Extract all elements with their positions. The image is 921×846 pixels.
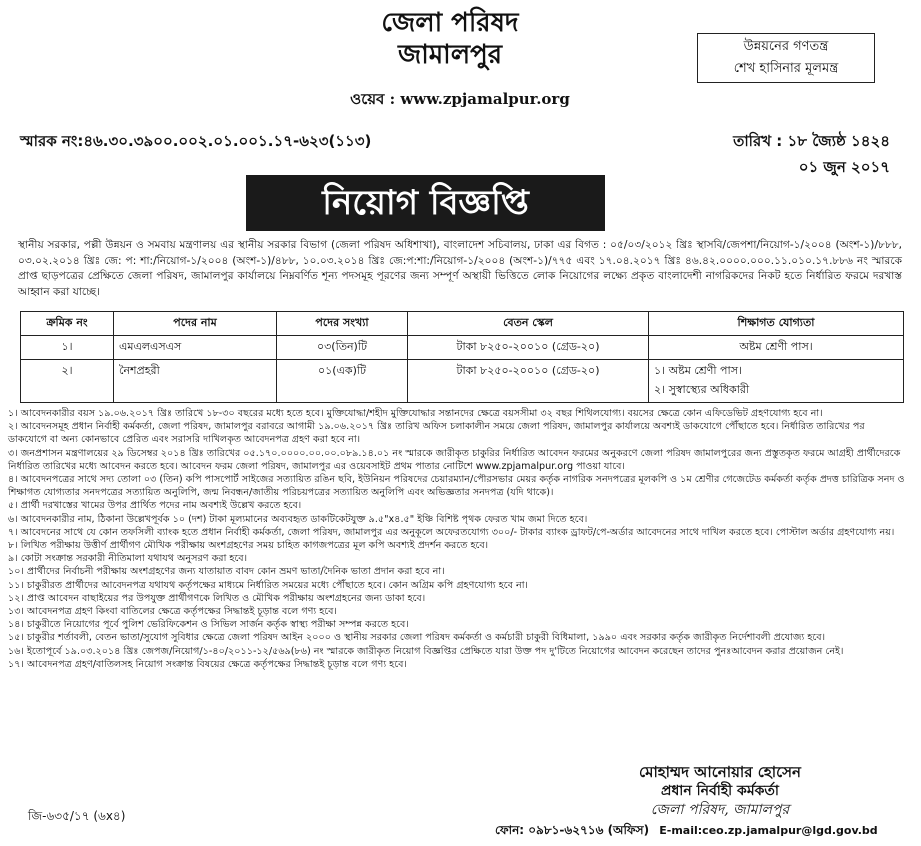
term-item: ৩। জনপ্রশাসন মন্ত্রণালয়ের ২৯ ডিসেম্বর ২০১৪ খ্রিঃ তারিখের ০৫.১৭০.০০০০.০০.০০.০৮৯.১৪.০১ নং স্মারকে জারীকৃত চাকুরির নির্ধারিত আবেদন ফরমের অনুকরণে জেলা পরিষদ জামালপুরের জন্য প্রস্তুতকৃত ফরমে আগ্রহী প্রার্থীদেরকে নির্ধারিত তারিখের মধ্যে আবেদন করতে হবে। আবেদন ফরম জেলা পরিষদ, জামালপুর এর ওয়েবসাইট প্রথম পাতার নোটিশে www.zpjamalpur.org পাওয়া যাবে। (8, 447, 901, 472)
term-item: ১২। প্রাপ্ত আবেদন বাছাইয়ের পর উপযুক্ত প্রার্থীগণকে লিখিত ও মৌখিক পরীক্ষায় অংশগ্রহনের জন্য ডাকা হবে। (8, 592, 426, 604)
slogan-box (697, 33, 875, 83)
term-item: ১। আবেদনকারীর বয়স ১৯.০৬.২০১৭ খ্রিঃ তারিখে ১৮-৩০ বছরের মধ্যে হতে হবে। মুক্তিযোদ্ধা/শহীদ মুক্তিযোদ্ধার সন্তানদের ক্ষেত্রে বয়সসীমা ৩২ বছর শিথিলযোগ্য। বয়সের ক্ষেত্রে কোন এফিডেভিট গ্রহণযোগ্য হবে না। (8, 408, 823, 419)
memo-number: স্মারক নং:৪৬.৩০.৩৯০০.০০২.০১.০০১.১৭-৬২৩(১১৩) (20, 132, 372, 150)
table-row (21, 336, 904, 360)
terms-list (8, 407, 906, 671)
org-name-line1: জেলা পরিষদ (381, 8, 519, 38)
term-item: ১৭। আবেদনপত্র গ্রহণ/বাতিলসহ নিয়োগ সংক্রান্ত বিষয়ের ক্ষেত্রে কর্তৃপক্ষের সিদ্ধান্তই চূড়ান্ত বলে গণ্য হবে। (8, 658, 407, 670)
press-reference: জি-৬৩৫/১৭ (৬x৪) (28, 809, 126, 823)
term-item: ১০। প্রার্থীদের নির্বাচনী পরীক্ষায় অংশগ্রহণের জন্য যাতায়াত বাবদ কোন ভ্রমণ ভাতা/দৈনিক ভাতা প্রদান করা হবে না। (8, 566, 445, 578)
header-pay: বেতন স্কেল (408, 312, 649, 336)
qualification-line: ২। সুস্বাস্থ্যের অধিকারী (654, 383, 750, 396)
row-qualification: অষ্টম শ্রেণী পাস। (649, 336, 904, 360)
row-count: ০৩(তিন)টি (277, 336, 408, 360)
memo-date-bangla: তারিখ : ১৮ জ্যৈষ্ঠ ১৪২৪ (733, 132, 890, 150)
vacancy-table (20, 311, 904, 403)
term-item: ৫। প্রার্থী দরখাস্তের খামের উপর প্রার্থিত পদের নাম অবশ্যই উল্লেখ করতে হবে। (8, 500, 302, 512)
term-item: ১৬। ইতোপূর্বে ১৯.০৩.২০১৪ খ্রিঃ জেপজ/নিয়োগ/১-৪০/২০১১-১২/৫৬৯(৮৬) নং স্মারকে জারীকৃত নিয়োগ বিজ্ঞপ্তির প্রেক্ষিতে যারা উক্ত পদ দু'টিতে নিয়োগের আবেদন করেছেন তাদের পুনঃআবেদন করার প্রয়োজন নেই। (8, 645, 844, 657)
row-pay: টাকা ৮২৫০-২০০১০ (গ্রেড-২০) (408, 360, 649, 403)
term-item: ৪। আবেদনপত্রের সাথে সদ্য তোলা ০৩ (তিন) কপি পাসপোর্ট সাইজের সত্যায়িত রঙিন ছবি, ইউনিয়ন পরিষদের চেয়ারম্যান/পৌরসভার মেয়র কর্তৃক নাগরিক সনদপত্রের মূলকপি ও ১ম শ্রেণীর গেজেটেড কর্মকর্তা কর্তৃক প্রদত্ত চারিত্রিক সনদ ও শিক্ষাগত যোগ্যতার সনদপত্রের সত্যায়িত অনুলিপি, জন্ম নিবন্ধন/জাতীয় পরিচয়পত্রের সত্যায়িত অনুলিপি এবং অভিজ্ঞতার সনদপত্র (যদি থাকে)। (8, 474, 905, 499)
row-qualification (649, 360, 904, 403)
slogan-line1: উন্নয়নের গণতন্ত্র (743, 39, 829, 54)
table-header-row (21, 312, 904, 336)
header-qualification: শিক্ষাগত যোগ্যতা (649, 312, 904, 336)
notice-banner: নিয়োগ বিজ্ঞপ্তি (246, 175, 605, 231)
term-item: ৬। আবেদনকারীর নাম, ঠিকানা উল্লেখপূর্বক ১০ (দশ) টাকা মূল্যমানের অব্যবহৃত ডাকটিকেটযুক্ত ৯.৫"x৪.৫" ইঞ্চি বিশিষ্ট পৃথক ফেরত খাম জমা দিতে হবে। (8, 513, 588, 525)
term-item: ১৫। চাকুরীর শর্তাবলী, বেতন ভাতা/সুযোগ সুবিধার ক্ষেত্রে জেলা পরিষদ আইন ২০০০ ও স্থানীয় সরকার জেলা পরিষদ কর্মকর্তা ও কর্মচারী চাকুরী বিধিমালা, ১৯৯০ এবং সরকার কর্তৃক জারীকৃত নির্দেশাবলী প্রযোজ্য হবে। (8, 632, 826, 644)
email-address: E-mail:ceo.zp.jamalpur@lgd.gov.bd (659, 824, 878, 837)
slogan-line2: শেখ হাসিনার মূলমন্ত্র (733, 61, 839, 76)
contact-line (495, 822, 878, 842)
intro-paragraph: স্থানীয় সরকার, পল্লী উন্নয়ন ও সমবায় মন্ত্রণালয় এর স্থানীয় সরকার বিভাগ (জেলা পরিষদ অধিশাখা), বাংলাদেশ সচিবালয়, ঢাকা এর বিগত : ০৫/০৩/২০১২ খ্রিঃ স্থাসবি/জেপশা/নিয়োগ-১/২০০৪ (অংশ-১)/৮৮৮, ০৩.০২.২০১৪ খ্রিঃ জে: প: শা:/নিয়োগ-১/২০০৪ (অংশ-১)/৪৮৮, ১০.০৩.২০১৪ খ্রিঃ জে:প:শা:/নিয়োগ-১/২০০৪ (অংশ-১)/৭৭৫ এবং ১৭.০৪.২০১৭ খ্রিঃ ৪৬.৪২.০০০০.০০০.১১.০১০.১৭.৮৮৬ নং স্মারকে প্রাপ্ত ছাড়পত্রের প্রেক্ষিতে জেলা পরিষদ, জামালপুর কার্যালয়ে নিম্নবর্ণিত শূন্য পদসমূহ পূরণের জন্য সম্পূর্ণ অস্থায়ী ভিত্তিতে লোক নিয়োগের লক্ষ্যে প্রকৃত বাংলাদেশী নাগরিকদের নিকট হতে নির্ধারিত ফরমে দরখাস্ত আহ্বান করা যাচ্ছে। (18, 239, 902, 298)
term-item: ১৪। চাকুরীতে নিয়োগের পূর্বে পুলিশ ভেরিফিকেশন ও সিভিল সার্জন কর্তৃক স্বাস্থ্য পরীক্ষা সম্পন্ন করতে হবে। (8, 619, 409, 631)
row-serial: ২। (21, 360, 114, 403)
row-post: নৈশপ্রহরী (114, 360, 277, 403)
org-name-line2: জামালপুর (397, 40, 503, 70)
term-item: ১১। চাকুরীরত প্রার্থীদের আবেদনপত্র যথাযথ কর্তৃপক্ষের মাধ্যমে নির্ধারিত সময়ের মধ্যে পৌঁছাতে হবে। কোন অগ্রিম কপি গ্রহণযোগ্য হবে না। (8, 579, 528, 591)
qualification-line: ১। অষ্টম শ্রেণী পাস। (654, 364, 742, 377)
term-item: ৭। আবেদনের সাথে যে কোন তফসিলী ব্যাংক হতে প্রধান নির্বাহী কর্মকর্তা, জেলা পরিষদ, জামালপুর এর অনুকূলে অফেরতযোগ্য ৩০০/- টাকার ব্যাংক ড্রাফট/পে-অর্ডার আবেদনের সাথে দাখিল করতে হবে। পোস্টাল অর্ডার গ্রহণযোগ্য নয়। (8, 526, 895, 538)
signatory-designation: প্রধান নির্বাহী কর্মকর্তা (661, 783, 779, 799)
signature-block (590, 762, 850, 820)
header-count: পদের সংখ্যা (277, 312, 408, 336)
row-post: এমএলএসএস (114, 336, 277, 360)
term-item: ২। আবেদনসমূহ প্রধান নির্বাহী কর্মকর্তা, জেলা পরিষদ, জামালপুর বরাবরে আগামী ১৯.০৬.২০১৭ খ্রিঃ তারিখ অফিস চলাকালীন সময়ে জেলা পরিষদ, জামালপুর কার্যালয়ে অবশ্যই ডাকযোগে পৌঁছাতে হবে। নির্ধারিত তারিখের পর ডাকযোগে বা অন্য কোনভাবে প্রেরিত এবং সরাসরি দাখিলকৃত আবেদনপত্র গ্রহণ করা হবে না। (8, 421, 865, 446)
table-row (21, 360, 904, 403)
term-item: ৮। লিখিত পরীক্ষায় উত্তীর্ণ প্রার্থীগণ মৌখিক পরীক্ষায় অংশগ্রহণের সময় চাহিত কাগজপত্রের মূল কপি অবশ্যই প্রদর্শন করতে হবে। (8, 540, 489, 552)
row-pay: টাকা ৮২৫০-২০০১০ (গ্রেড-২০) (408, 336, 649, 360)
memo-date-english: ০১ জুন ২০১৭ (798, 158, 890, 176)
row-count: ০১(এক)টি (277, 360, 408, 403)
phone-number: ফোন: ০৯৮১-৬২৭১৬ (অফিস) (495, 823, 650, 837)
term-item: ৯। কোটা সংক্রান্ত সরকারী নীতিমালা যথাযথ অনুসরণ করা হবে। (8, 553, 248, 565)
website-label: ওয়েব : www.zpjamalpur.org (350, 90, 570, 108)
header-post: পদের নাম (114, 312, 277, 336)
header-serial: ক্রমিক নং (21, 312, 114, 336)
term-item: ১৩। আবেদনপত্র গ্রহণ কিংবা বাতিলের ক্ষেত্রে কর্তৃপক্ষের সিদ্ধান্তই চূড়ান্ত বলে গণ্য হবে। (8, 606, 337, 618)
signatory-name: মোহাম্মদ আনোয়ার হোসেন (639, 763, 801, 781)
row-serial: ১। (21, 336, 114, 360)
signatory-office: জেলা পরিষদ, জামালপুর (650, 802, 790, 818)
